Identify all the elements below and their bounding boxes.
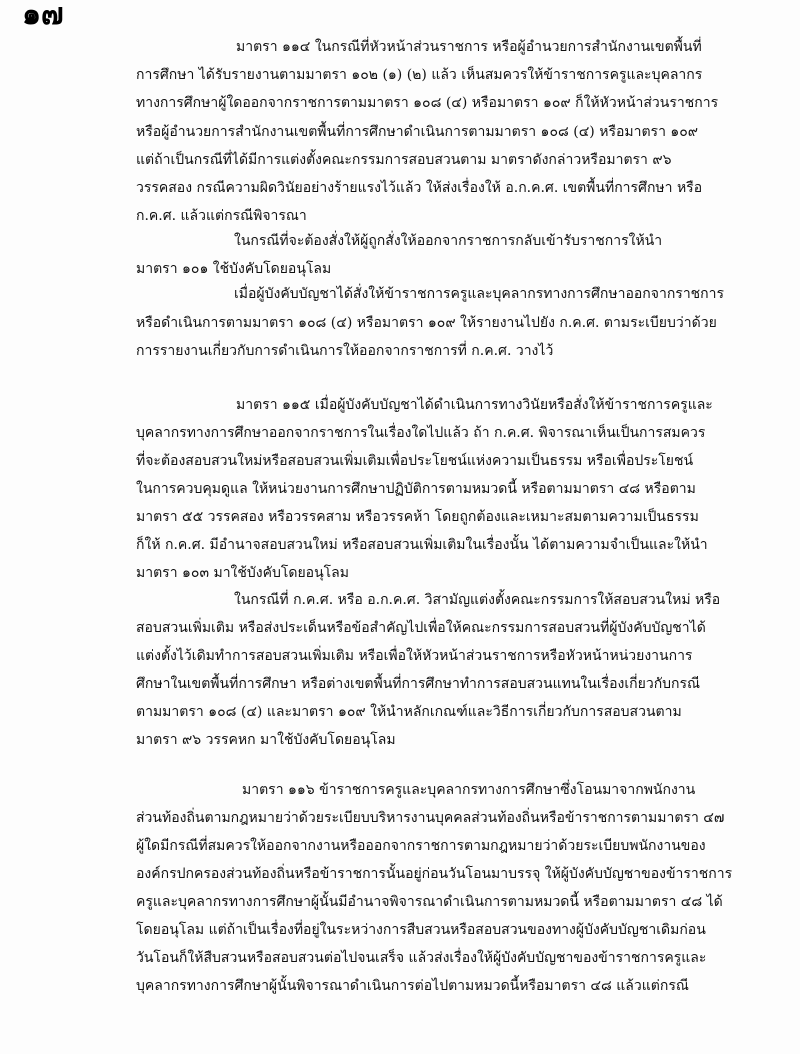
section-115-line-7: มาตรา ๑๐๓ มาใช้บังคับโดยอนุโลม — [136, 565, 349, 581]
section-114-line-7: ก.ค.ศ. แล้วแต่กรณีพิจารณา — [136, 208, 307, 224]
section-116-line-1: มาตรา ๑๑๖ ข้าราชการครูและบุคลากรทางการศึกษาซึ่งโอนมาจากพนักงาน — [242, 782, 696, 798]
section-115-line-6: ก็ให้ ก.ค.ศ. มีอำนาจสอบสวนใหม่ หรือสอบสวนเพิ่มเติมในเรื่องนั้น ได้ตามความจำเป็นและให้นำ — [136, 537, 708, 553]
section-115-line-10: แต่งตั้งไว้เดิมทำการสอบสวนเพิ่มเติม หรือเพื่อให้หัวหน้าส่วนราชการหรือหัวหน้าหน่วยงานการ — [136, 648, 693, 664]
section-115-line-11: ศึกษาในเขตพื้นที่การศึกษา หรือต่างเขตพื้นที่การศึกษาทำการสอบสวนแทนในเรื่องเกี่ยวกับกรณี — [136, 676, 701, 692]
section-114-line-5: แต่ถ้าเป็นกรณีที่ได้มีการแต่งตั้งคณะกรรมการสอบสวนตาม มาตราดังกล่าวหรือมาตรา ๙๖ — [136, 152, 672, 168]
section-114-line-4: หรือผู้อำนวยการสำนักงานเขตพื้นที่การศึกษาดำเนินการตามมาตรา ๑๐๘ (๔) หรือมาตรา ๑๐๙ — [136, 124, 699, 140]
section-114-line-1: มาตรา ๑๑๔ ในกรณีที่หัวหน้าส่วนราชการ หรือผู้อำนวยการสำนักงานเขตพื้นที่ — [236, 39, 702, 55]
section-115-line-4: ในการควบคุมดูแล ให้หน่วยงานการศึกษาปฏิบัติการตามหมวดนี้ หรือตามมาตรา ๔๘ หรือตาม — [136, 481, 696, 497]
section-116-line-7: วันโอนก็ให้สืบสวนหรือสอบสวนต่อไปจนเสร็จ แล้วส่งเรื่องให้ผู้บังคับบัญชาของข้าราชการครูและ — [136, 950, 707, 966]
section-114-line-8: ในกรณีที่จะต้องสั่งให้ผู้ถูกสั่งให้ออกจากราชการกลับเข้ารับราชการให้นำ — [234, 233, 663, 249]
section-115-line-1: มาตรา ๑๑๕ เมื่อผู้บังคับบัญชาได้ดำเนินการทางวินัยหรือสั่งให้ข้าราชการครูและ — [236, 397, 713, 413]
section-115-line-2: บุคลากรทางการศึกษาออกจากราชการในเรื่องใดไปแล้ว ถ้า ก.ค.ศ. พิจารณาเห็นเป็นการสมควร — [136, 425, 706, 441]
handwritten-page-mark: ๑๗ — [22, 0, 64, 32]
section-114-line-12: การรายงานเกี่ยวกับการดำเนินการให้ออกจากราชการที่ ก.ค.ศ. วางไว้ — [136, 343, 554, 359]
section-116-line-5: ครูและบุคลากรทางการศึกษาผู้นั้นมีอำนาจพิจารณาดำเนินการตามหมวดนี้ หรือตามมาตรา ๔๘ ได้ — [136, 894, 723, 910]
section-114-line-11: หรือดำเนินการตามมาตรา ๑๐๘ (๔) หรือมาตรา ๑๐๙ ให้รายงานไปยัง ก.ค.ศ. ตามระเบียบว่าด้วย — [136, 315, 717, 331]
section-114-line-6: วรรคสอง กรณีความผิดวินัยอย่างร้ายแรงไว้แล้ว ให้ส่งเรื่องให้ อ.ก.ค.ศ. เขตพื้นที่การศึกษา หรือ — [136, 180, 703, 196]
section-114-line-2: การศึกษา ได้รับรายงานตามมาตรา ๑๐๒ (๑) (๒) แล้ว เห็นสมควรให้ข้าราชการครูและบุคลากร — [136, 67, 703, 83]
section-115-line-8: ในกรณีที่ ก.ค.ศ. หรือ อ.ก.ค.ศ. วิสามัญแต่งตั้งคณะกรรมการให้สอบสวนใหม่ หรือ — [234, 592, 721, 608]
section-115-line-3: ที่จะต้องสอบสวนใหม่หรือสอบสวนเพิ่มเติมเพื่อประโยชน์แห่งความเป็นธรรม หรือเพื่อประโยชน์ — [136, 453, 694, 469]
section-114-line-10: เมื่อผู้บังคับบัญชาได้สั่งให้ข้าราชการครูและบุคลากรทางการศึกษาออกจากราชการ — [234, 286, 725, 302]
section-115-line-5: มาตรา ๕๕ วรรคสอง หรือวรรคสาม หรือวรรคห้า โดยถูกต้องและเหมาะสมตามความเป็นธรรม — [136, 509, 699, 525]
section-116-line-3: ผู้ใดมีกรณีที่สมควรให้ออกจากงานหรือออกจากราชการตามกฎหมายว่าด้วยระเบียบพนักงานของ — [136, 838, 706, 854]
section-116-line-8: บุคลากรทางการศึกษาผู้นั้นพิจารณาดำเนินการต่อไปตามหมวดนี้หรือมาตรา ๔๘ แล้วแต่กรณี — [136, 978, 689, 994]
section-116-line-4: องค์กรปกครองส่วนท้องถิ่นหรือข้าราชการนั้นอยู่ก่อนวันโอนมาบรรจุ ให้ผู้บังคับบัญชาของข้าราชการ — [136, 866, 733, 882]
section-114-line-3: ทางการศึกษาผู้ใดออกจากราชการตามมาตรา ๑๐๘ (๔) หรือมาตรา ๑๐๙ ก็ให้หัวหน้าส่วนราชการ — [136, 95, 719, 111]
section-116-line-6: โดยอนุโลม แต่ถ้าเป็นเรื่องที่อยู่ในระหว่างการสืบสวนหรือสอบสวนของทางผู้บังคับบัญชาเดิมก่อน — [136, 922, 706, 938]
section-115-line-9: สอบสวนเพิ่มเติม หรือส่งประเด็นหรือข้อสำคัญไปเพื่อให้คณะกรรมการสอบสวนที่ผู้บังคับบัญชาได้ — [136, 620, 706, 636]
section-114-line-9: มาตรา ๑๐๑ ใช้บังคับโดยอนุโลม — [136, 261, 332, 277]
section-116-line-2: ส่วนท้องถิ่นตามกฎหมายว่าด้วยระเบียบบริหารงานบุคคลส่วนท้องถิ่นหรือข้าราชการตามมาตรา ๔๗ — [136, 810, 725, 826]
section-115-line-12: ตามมาตรา ๑๐๘ (๔) และมาตรา ๑๐๙ ให้นำหลักเกณฑ์และวิธีการเกี่ยวกับการสอบสวนตาม — [136, 704, 682, 720]
section-115-line-13: มาตรา ๙๖ วรรคหก มาใช้บังคับโดยอนุโลม — [136, 732, 396, 748]
